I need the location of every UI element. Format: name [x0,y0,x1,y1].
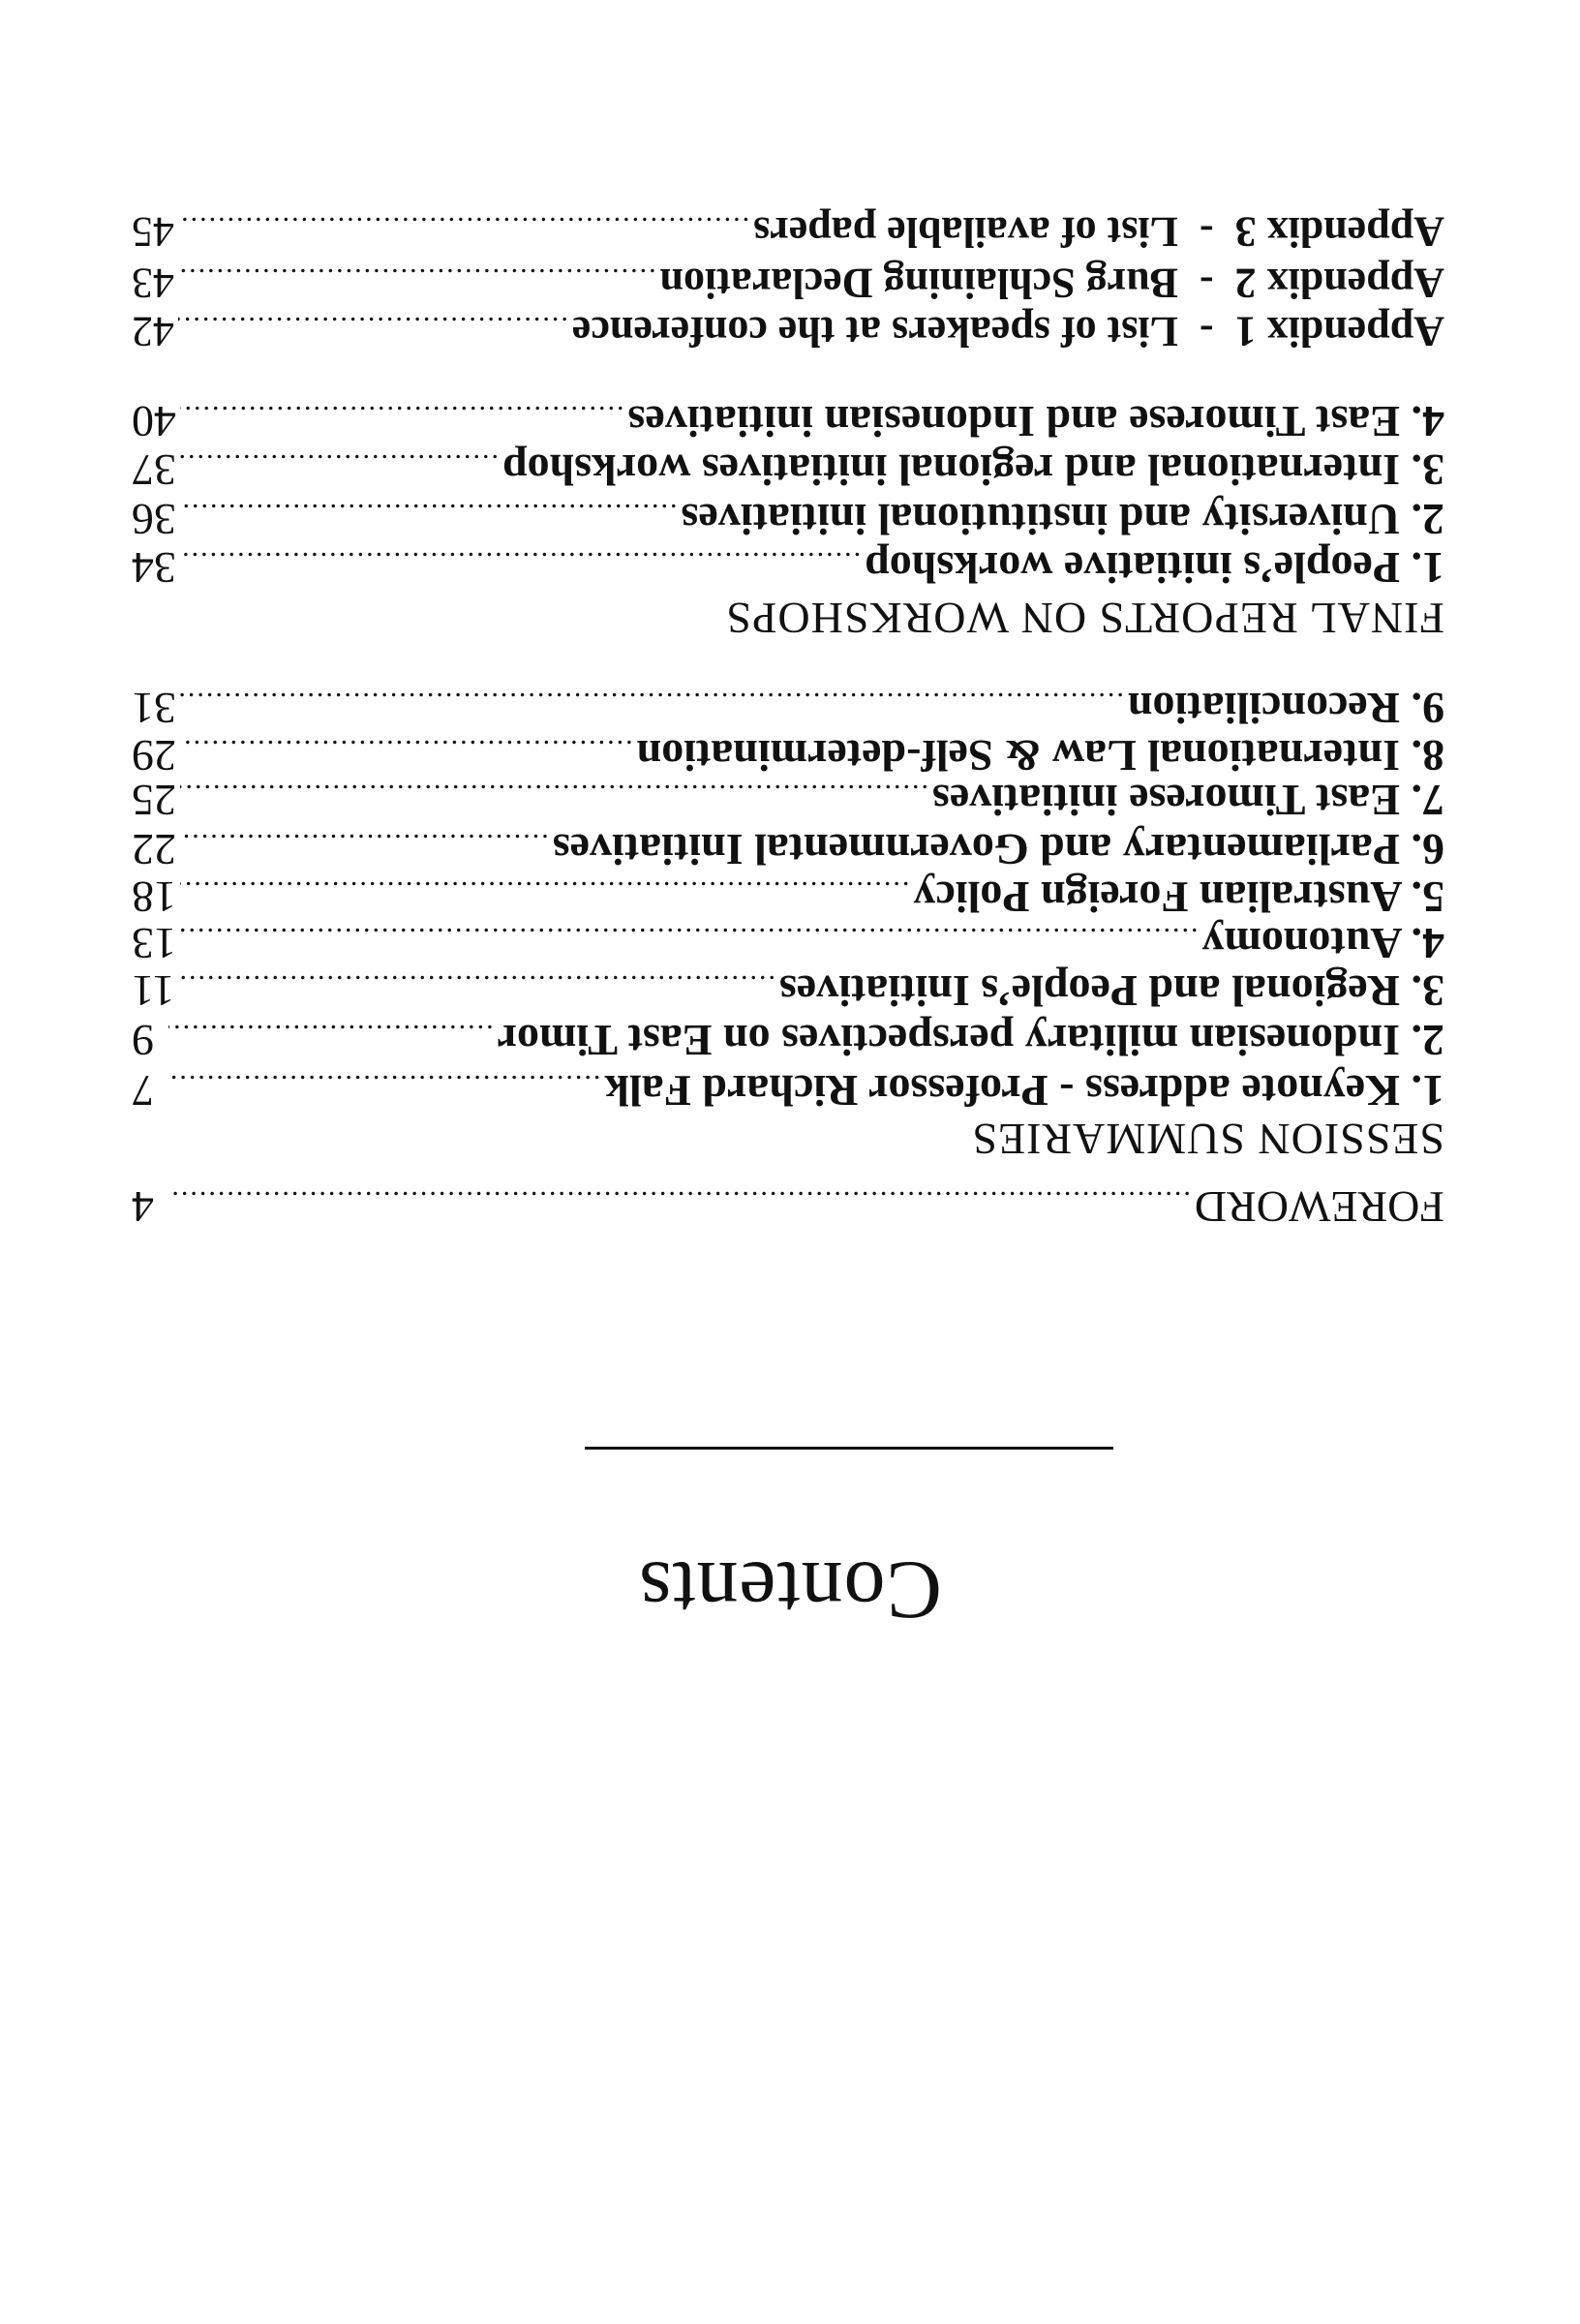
leader-dots [178,210,749,243]
toc-entry-label: 2. University and institutional initiatives [681,495,1444,544]
toc-entry [132,447,1444,496]
toc-entry-label: 8. International Law & Self-determination [636,731,1444,780]
leader-dots [180,921,1199,954]
toc-entry-appendix [132,260,1444,308]
toc-entry [132,686,1444,734]
toc-entry-page: 45 [132,208,174,256]
toc-entry-label: 1. People’s initiative workshop [865,543,1444,593]
toc-entry-page: 34 [132,543,176,593]
toc-entry-label: 7. East Timorese initiatives [932,776,1444,825]
toc-entry-page: 13 [132,919,176,968]
toc-entry-label: 4. East Timorese and Indonesian initiatives [627,397,1444,446]
leader-dots [168,1018,494,1051]
toc-entry-label: 5. Australian Foreign Policy [913,872,1444,922]
leader-dots [180,497,678,530]
toc-entry-page: 7 [132,1066,154,1116]
leader-dots [180,447,499,480]
toc-entry-label: 4. Autonomy [1201,919,1444,968]
page-title: Contents [638,1544,942,1637]
leader-dots [168,1068,600,1101]
toc-entry-label: 6. Parliamentary and Governmental Initiatives [552,825,1444,874]
toc-entry-page: 25 [132,776,176,825]
toc-entry-label: FOREWORD [1194,1182,1444,1232]
toc-entry [132,921,1444,969]
leader-dots [180,827,549,860]
toc-entry [132,778,1444,826]
toc-entry-label: 3. International and regional initiatives workshop [502,445,1444,495]
leader-dots [178,261,656,294]
leader-dots [180,399,624,432]
toc-entry [132,827,1444,875]
toc-entry-appendix [132,208,1444,257]
toc-entry [132,545,1444,594]
toc-entry [132,1068,1444,1116]
leader-dots [178,968,775,1001]
leader-dots [180,686,1124,719]
leader-dots [180,733,633,766]
toc-entry-page: 4 [132,1182,154,1232]
toc-entry-page: 43 [132,260,174,307]
toc-entry-page: 9 [132,1016,154,1065]
toc-entry-label: 1. Keynote address - Professor Richard Falk [604,1066,1444,1116]
toc-entry-page: 37 [132,445,176,495]
toc-entry-appendix [132,308,1444,356]
leader-dots [180,874,909,907]
toc-entry [132,874,1444,923]
section-heading-final-reports: FINAL REPORTS ON WORKSHOPS [725,594,1444,643]
toc-entry-page: 42 [132,308,174,355]
toc-entry [132,399,1444,447]
toc-entry-page: 29 [132,731,176,780]
toc-entry-page: 22 [132,825,176,874]
toc-entry-page: 40 [132,397,176,446]
toc-entry [132,968,1444,1017]
leader-dots [180,778,928,810]
toc-entry-label: Appendix 3 - List of available papers [753,208,1444,256]
toc-entry-label: Appendix 1 - List of speakers at the conference [571,308,1444,355]
leader-dots [180,545,861,578]
toc-entry-page: 18 [132,872,176,922]
section-heading-session-summaries: SESSION SUMMARIES [971,1115,1444,1164]
toc-entry [132,497,1444,545]
toc-entry-label: 9. Reconciliation [1127,684,1444,733]
leader-dots [178,310,568,343]
toc-entry-page: 31 [132,684,176,733]
toc-entry-page: 11 [132,966,175,1016]
toc-entry-label: 3. Regional and People’s Initiatives [778,966,1444,1016]
toc-entry-foreword [132,1184,1444,1233]
toc-entry [132,1018,1444,1066]
toc-entry [132,733,1444,781]
toc-entry-page: 36 [132,495,176,544]
toc-entry-label: 2. Indonesian military perspectives on East Timor [497,1016,1444,1065]
leader-dots [168,1184,1191,1217]
title-underline [585,1447,1113,1450]
toc-entry-label: Appendix 2 - Burg Schlaining Declaration [659,260,1444,307]
